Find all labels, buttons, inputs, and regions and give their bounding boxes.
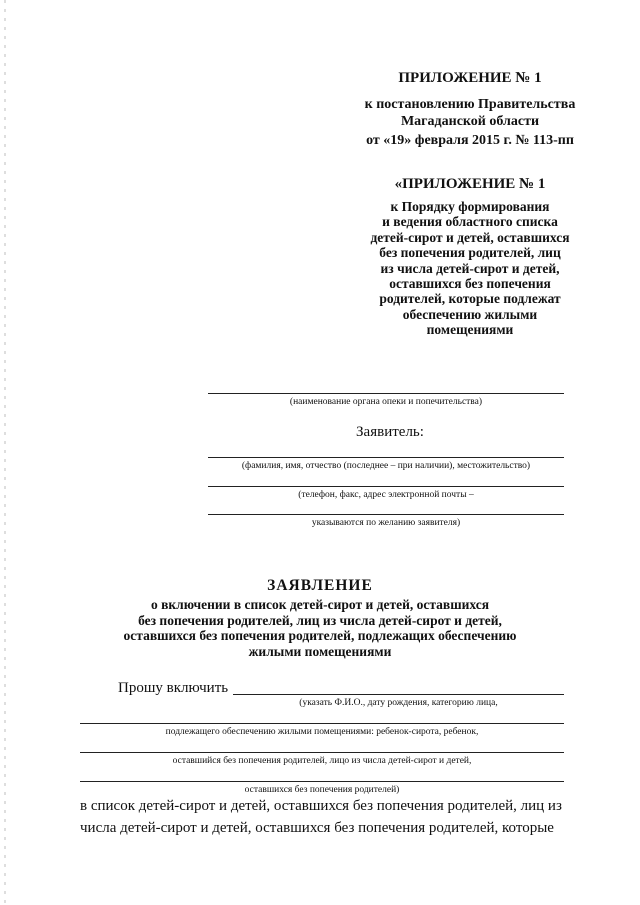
inner-appendix-line: родителей, которые подлежат <box>379 291 561 307</box>
authority-caption: (наименование органа опеки и попечительства) <box>289 397 483 407</box>
request-caption-1: (указать Ф.И.О., дату рождения, категорию лица, <box>299 698 498 708</box>
request-fill-line-3[interactable] <box>80 752 564 753</box>
applicant-caption: (фамилия, имя, отчество (последнее – при наличии), местожительство) <box>241 461 531 471</box>
statement-subtitle <box>80 597 560 659</box>
inner-appendix-line: детей-сирот и детей, оставшихся <box>370 229 570 245</box>
applicant-label: Заявитель: <box>356 424 424 440</box>
statement-subtitle-line: оставшихся без попечения родителей, подлежащих обеспечению <box>123 628 517 643</box>
inner-appendix-text <box>330 199 610 338</box>
contact-fill-line-2[interactable] <box>208 514 564 515</box>
inner-appendix-line: к Порядку формирования <box>390 199 550 214</box>
appendix-date-line: от «19» февраля 2015 г. № 113-пп <box>366 133 574 148</box>
statement-title: ЗАЯВЛЕНИЕ <box>267 577 373 594</box>
statement-subtitle-line: жилыми помещениями <box>248 643 392 659</box>
statement-subtitle-line: о включении в список детей-сирот и детей, оставшихся <box>150 597 490 612</box>
request-fill-line-2[interactable] <box>80 723 564 724</box>
inner-appendix-line: оставшихся без попечения <box>389 276 551 292</box>
statement-subtitle-line: без попечения родителей, лиц из числа детей-сирот и детей, <box>138 612 502 628</box>
statement-body-line: в список детей-сирот и детей, оставшихся без попечения родителей, лиц из <box>80 798 562 814</box>
inner-appendix-line: и ведения областного списка <box>382 214 558 230</box>
inner-appendix-line: помещениями <box>426 322 514 338</box>
appendix-title: ПРИЛОЖЕНИЕ № 1 <box>398 70 542 86</box>
authority-fill-line[interactable] <box>208 393 564 394</box>
appendix-decree-line: к постановлению Правительства <box>364 97 576 112</box>
contact-caption: (телефон, факс, адрес электронной почты – <box>298 490 474 500</box>
request-caption-4: оставшихся без попечения родителей) <box>244 785 400 795</box>
request-caption-2: подлежащего обеспечению жилыми помещениями: ребенок-сирота, ребенок, <box>165 727 479 737</box>
inner-appendix-line: из числа детей-сирот и детей, <box>380 260 560 276</box>
contact-caption-continued: указываются по желанию заявителя) <box>311 518 461 528</box>
request-label: Прошу включить <box>118 680 229 696</box>
applicant-fill-line[interactable] <box>208 457 564 458</box>
request-fill-line-4[interactable] <box>80 781 564 782</box>
inner-appendix-line: без попечения родителей, лиц <box>379 245 561 261</box>
appendix-region-line: Магаданской области <box>400 114 540 129</box>
inner-appendix-line: обеспечению жилыми <box>402 306 538 322</box>
request-caption-3: оставшийся без попечения родителей, лицо из числа детей-сирот и детей, <box>172 756 472 766</box>
scan-edge-artifact <box>4 0 6 905</box>
statement-body-line: числа детей-сирот и детей, оставшихся без попечения родителей, которые <box>80 820 554 836</box>
request-fill-line[interactable] <box>233 694 564 695</box>
contact-fill-line[interactable] <box>208 486 564 487</box>
inner-appendix-title: «ПРИЛОЖЕНИЕ № 1 <box>394 176 546 192</box>
